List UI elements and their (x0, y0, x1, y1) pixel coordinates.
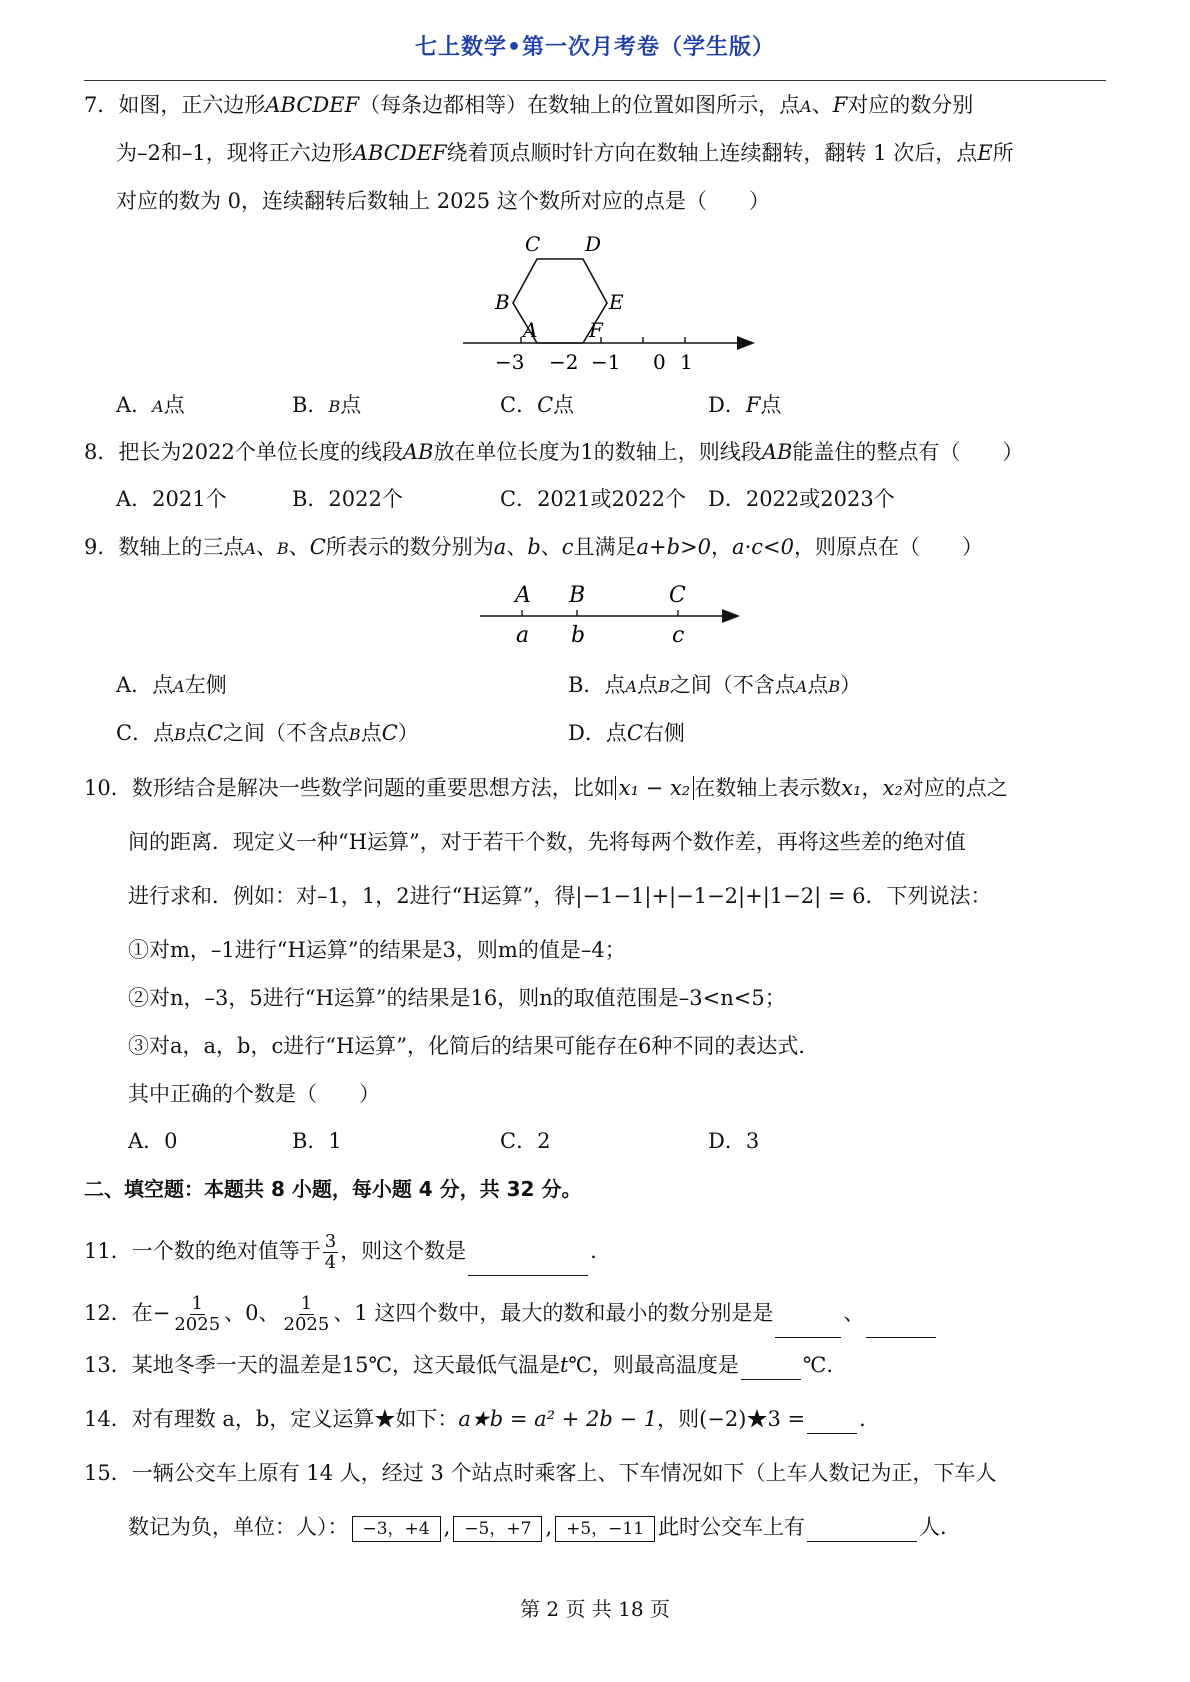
value-label-c: c (672, 623, 685, 648)
q9-line1: 9．数轴上的三点A、B、C所表示的数分别为a、b、c且满足a+b>0，a·c<0，则原点在（ ） (84, 535, 983, 559)
q10-line3: 进行求和．例如：对–1，1，2进行“H运算”，得|−1−1|+|−1−2|+|1−2| = 6．下列说法： (128, 884, 992, 908)
point-label-c: C (669, 583, 686, 608)
q7-hexagon-name: ABCDEF (265, 93, 360, 117)
q8-option-b[interactable]: B．2022个 (292, 487, 403, 511)
answer-blank[interactable] (807, 1411, 857, 1434)
q10-prompt: 其中正确的个数是（ ） (128, 1082, 380, 1106)
fraction: $\frac{1}{2025}$ (174, 1293, 221, 1335)
q10-option-a[interactable]: A．0 (128, 1129, 178, 1153)
q13-line: 13．某地冬季一天的温差是15℃，这天最低气温是t℃，则最高温度是 ℃． (84, 1350, 847, 1380)
q7-text: 为–2和–1，现将正六边形 (116, 141, 353, 165)
q7-text: 对应的数分别 (847, 93, 974, 117)
page-header-title: 七上数学•第一次月考卷（学生版） (414, 35, 776, 60)
answer-blank-max[interactable] (775, 1315, 841, 1338)
q7-number: 7． (84, 93, 119, 117)
q10-line1: 10．数形结合是解决一些数学问题的重要思想方法，比如 x₁ − x₂ 在数轴上表示数x₁，x₂对应的点之 (84, 776, 1008, 800)
q9-option-b[interactable]: B．点A点B之间（不含点A点B） (568, 673, 862, 697)
vertex-label-d: D (585, 232, 602, 256)
q7-text: 如图，正六边形 (118, 93, 266, 117)
answer-blank-min[interactable] (866, 1315, 936, 1338)
q15-line1: 15．一辆公交车上原有 14 人，经过 3 个站点时乘客上、下车情况如下（上车人数记为正，下车人 (84, 1461, 997, 1485)
stop-2-box: −5，+7 (453, 1516, 542, 1542)
q7-line1 (84, 90, 973, 122)
q8-line1: 8．把长为2022个单位长度的线段AB放在单位长度为1的数轴上，则线段AB能盖住的整点有（ ） (84, 440, 1024, 464)
axis-arrow-icon (722, 609, 740, 623)
q7-hexagon-name: ABCDEF (352, 141, 447, 165)
fraction: $\frac{3}{4}$ (324, 1231, 337, 1273)
q9-number-line-figure (478, 578, 748, 650)
value-label-a: a (516, 623, 530, 648)
vertex-label-c: C (525, 232, 541, 256)
q10-option-c[interactable]: C．2 (500, 1129, 551, 1153)
vertex-label-f: F (589, 318, 603, 342)
q10-line2: 间的距离．现定义一种“H运算”，对于若干个数，先将每两个数作差，再将这些差的绝对值 (128, 830, 966, 854)
answer-blank[interactable] (741, 1357, 801, 1380)
q11-line: 11．一个数的绝对值等于 $\frac{3}{4}$ ，则这个数是 ． (84, 1226, 611, 1276)
page-footer: 第 2 页 共 18 页 (520, 1597, 670, 1621)
q7-hexagon-figure (455, 225, 775, 375)
q7-text: （每条边都相等）在数轴上的位置如图所示，点 (359, 93, 801, 117)
q7-point: E (977, 141, 993, 165)
q7-line2 (116, 138, 1014, 168)
q9-option-d[interactable]: D．点C右侧 (568, 721, 685, 745)
q7-option-d[interactable]: D．F点 (708, 393, 782, 417)
q10-option-d[interactable]: D．3 (708, 1129, 760, 1153)
q8-option-a[interactable]: A．2021个 (116, 487, 227, 511)
tick-label: 1 (680, 350, 693, 374)
value-label-b: b (571, 623, 586, 648)
q7-point: A (800, 97, 812, 116)
stop-1-box: −3，+4 (352, 1516, 441, 1542)
axis-arrow-icon (737, 336, 755, 350)
tick-label: −2 (549, 350, 579, 374)
q7-point: F (832, 93, 848, 117)
q7-text: 、 (811, 93, 833, 117)
tick-label: 0 (653, 350, 666, 374)
point-label-b: B (569, 583, 586, 608)
answer-blank[interactable] (468, 1253, 588, 1276)
q15-line2: 数记为负，单位：人）： −3，+4 , −5，+7 , +5，−11 此时公交车上有 人． (128, 1512, 961, 1542)
answer-blank[interactable] (807, 1519, 917, 1542)
q9-option-a[interactable]: A．点A左侧 (116, 673, 227, 697)
header-divider (84, 80, 1106, 81)
vertex-label-e: E (609, 290, 624, 314)
q8-option-c[interactable]: C．2021或2022个 (500, 487, 686, 511)
tick-label: −3 (495, 350, 525, 374)
q7-option-c[interactable]: C．C点 (500, 393, 575, 417)
q9-option-c[interactable]: C．点B点C之间（不含点B点C） (116, 721, 419, 745)
q10-statement-1: ①对m，–1进行“H运算”的结果是3，则m的值是–4； (128, 938, 626, 962)
q7-line3: 对应的数为 0，连续翻转后数轴上 2025 这个数所对应的点是（ ） (116, 189, 770, 213)
q7-text: 所 (992, 141, 1014, 165)
fraction: $\frac{1}{2025}$ (283, 1293, 330, 1335)
q10-statement-2: ②对n，–3，5进行“H运算”的结果是16，则n的取值范围是–3<n<5； (128, 986, 786, 1010)
tick-label: −1 (591, 350, 621, 374)
point-label-a: A (515, 583, 531, 608)
q7-option-b[interactable]: B．B点 (292, 393, 362, 417)
stop-3-box: +5，−11 (555, 1516, 655, 1542)
q12-line: 12．在− $\frac{1}{2025}$ 、0、 $\frac{1}{2025}$ 、1 这四个数中，最大的数和最小的数分别是是 、 (84, 1288, 938, 1338)
vertex-label-b: B (495, 290, 510, 314)
q10-option-b[interactable]: B．1 (292, 1129, 342, 1153)
q8-option-d[interactable]: D．2022或2023个 (708, 487, 895, 511)
q10-statement-3: ③对a，a，b，c进行“H运算”，化简后的结果可能存在6种不同的表达式． (128, 1034, 820, 1058)
q7-option-a[interactable]: A．A点 (116, 393, 185, 417)
q14-line: 14．对有理数 a，b，定义运算★如下：a★b = a² + 2b − 1，则(−2)★3 = ． (84, 1404, 880, 1434)
section-heading-fill-in: 二、填空题：本题共 8 小题，每小题 4 分，共 32 分。 (84, 1177, 582, 1201)
vertex-label-a: A (523, 318, 538, 342)
q7-text: 绕着顶点顺时针方向在数轴上连续翻转，翻转 1 次后，点 (446, 141, 978, 165)
